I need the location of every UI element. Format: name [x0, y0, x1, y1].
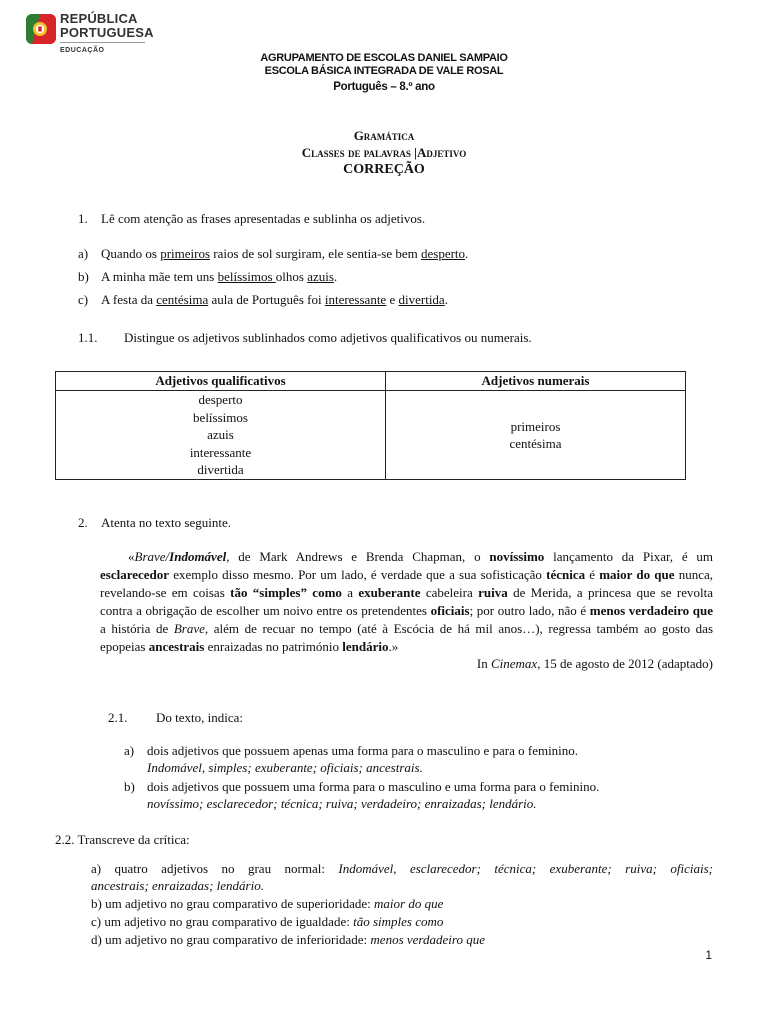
logo-title: REPÚBLICA PORTUGUESA	[60, 11, 154, 40]
table-header-numerais: Adjetivos numerais	[386, 372, 686, 391]
q1-a-letter: a)	[78, 246, 89, 261]
q21-a-text: dois adjetivos que possuem apenas uma forma para o masculino e para o feminino.	[147, 743, 579, 758]
q21-a-answer: Indomável, simples; exuberante; oficiais; ancestrais.	[147, 760, 423, 775]
list-item: primeiros	[510, 418, 561, 434]
q2-number: 2.	[78, 515, 88, 530]
republica-portuguesa-logo	[26, 14, 56, 44]
coat-of-arms-icon	[26, 14, 56, 44]
q21-b-letter: b)	[124, 779, 135, 794]
critique-quote: «Brave/Indomável, de Mark Andrews e Brenda Chapman, o novíssimo lançamento da Pixar, é um esclarecedor exemplo disso mesmo. Por um lado, é verdade que a sua sofisticação técnica é maior do que nunca, revelando-se em coisas tão “simples” como a exuberante cabeleira ruiva de Merida, a princesa que se revolta contra a obrigação de escolher um noivo entre os pretendentes oficiais; por outro lado, não é menos verdadeiro que a história de Brave, além de recuar no tempo (até à Escócia de há mil anos…), regressa também ao gosto das epopeias ancestrais enraizadas no património lendário.»	[100, 549, 713, 654]
q22-d-line: d) um adjetivo no grau comparativo de inferioridade: menos verdadeiro que	[91, 932, 485, 947]
q1-b-letter: b)	[78, 269, 89, 284]
q1-number: 1.	[78, 211, 88, 226]
q22-text: 2.2. Transcreve da crítica:	[55, 832, 190, 847]
logo-subtitle: EDUCAÇÃO	[60, 47, 105, 54]
q11-number: 1.1.	[78, 330, 98, 345]
q21-text: Do texto, indica:	[156, 710, 244, 725]
q1-c-letter: c)	[78, 292, 89, 307]
q1-c-sentence: A festa da centésima aula de Português foi interessante e divertida.	[101, 292, 448, 307]
list-item: desperto	[198, 392, 243, 408]
list-item: belíssimos	[193, 409, 248, 425]
school-subname: ESCOLA BÁSICA INTEGRADA DE VALE ROSAL	[264, 65, 504, 77]
title-gramatica: Gramática	[353, 128, 415, 143]
table-cell-qualificativos	[56, 391, 386, 480]
q21-a-letter: a)	[124, 743, 135, 758]
list-item: interessante	[189, 444, 252, 460]
table-header-qualificativos: Adjetivos qualificativos	[56, 372, 386, 391]
q1-a-sentence: Quando os primeiros raios de sol surgiram, ele sentia-se bem desperto.	[101, 246, 469, 261]
q1-text: Lê com atenção as frases apresentadas e sublinha os adjetivos.	[101, 211, 426, 226]
q21-b-text: dois adjetivos que possuem uma forma para o masculino e uma forma para o feminino.	[147, 779, 600, 794]
q22-a-answer-cont: ancestrais; enraizadas; lendário.	[91, 878, 264, 893]
q22-c-line: c) um adjetivo no grau comparativo de igualdade: tão simples como	[91, 914, 444, 929]
school-name: AGRUPAMENTO DE ESCOLAS DANIEL SAMPAIO	[260, 52, 508, 64]
logo-divider	[60, 42, 145, 43]
q11-text: Distingue os adjetivos sublinhados como adjetivos qualificativos ou numerais.	[124, 330, 532, 345]
subject-grade: Português – 8.º ano	[333, 81, 435, 93]
q1-b-sentence: A minha mãe tem uns belíssimos olhos azuis.	[101, 269, 338, 284]
title-classes: Classes de palavras |Adjetivo	[301, 145, 467, 160]
q22-b-line: b) um adjetivo no grau comparativo de superioridade: maior do que	[91, 896, 444, 911]
q21-b-answer: novíssimo; esclarecedor; técnica; ruiva; verdadeiro; enraizadas; lendário.	[147, 796, 537, 811]
list-item: azuis	[207, 427, 234, 443]
adjectives-table	[55, 371, 686, 480]
list-item: divertida	[197, 462, 244, 478]
q21-number: 2.1.	[108, 710, 128, 725]
q2-text: Atenta no texto seguinte.	[101, 515, 231, 530]
quote-source: In Cinemax, 15 de agosto de 2012 (adaptado)	[476, 656, 713, 671]
table-cell-numerais	[386, 391, 686, 480]
list-item: centésima	[509, 436, 562, 451]
q22-a-line: a) quatro adjetivos no grau normal: Indomável, esclarecedor; técnica; exuberante; ruiva; oficiais;	[91, 861, 713, 876]
page-number: 1	[705, 948, 712, 962]
title-correcao: CORREÇÃO	[343, 162, 425, 177]
